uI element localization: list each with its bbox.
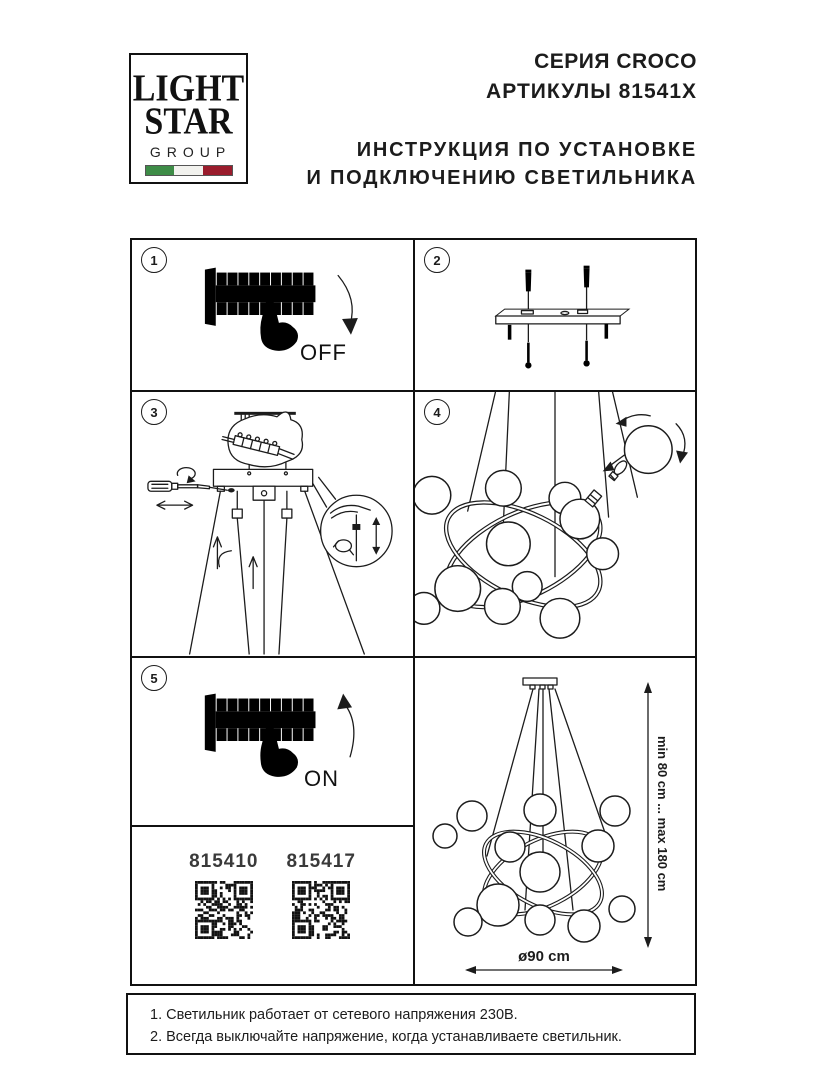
instruction-steps-grid [130,238,697,986]
diameter-label: ø90 cm [518,948,570,965]
mounting-bracket-diagram [415,240,695,390]
threaded-stud-icon [508,325,512,340]
articles-title: АРТИКУЛЫ 81541X [486,80,697,103]
article-code: 815417 [286,851,356,872]
series-title: СЕРИЯ CROCO [534,50,697,73]
notes-box [126,993,696,1055]
left-right-arrow-icon [157,501,193,509]
lightstar-logo [129,53,248,184]
logo-word-star: STAR [144,100,233,143]
article-item [287,851,356,939]
step-4-bulbs-globes-panel [415,392,695,658]
step-number-badge: 2 [424,247,450,273]
qr-code-icon [195,881,253,939]
instruction-title-line2: И ПОДКЛЮЧЕНИЮ СВЕТИЛЬНИКА [306,167,697,189]
globe-installation-diagram [415,392,695,656]
article-item [189,851,258,939]
qr-code-icon [292,881,350,939]
step-number-badge: 5 [141,665,167,691]
chandelier-dimensions-diagram [415,658,695,984]
cable-stopper [232,509,242,518]
step-5-power-on-panel [132,658,415,827]
flag-white-stripe [174,166,203,175]
threaded-stud-icon [605,324,609,339]
up-arrow-icon [213,537,221,569]
step-number-badge: 1 [141,247,167,273]
wall-anchor-icon [525,264,531,292]
note-line-2: 2. Всегда выключайте напряжение, когда устанавливаете светильник. [150,1029,622,1045]
fixture-dimensions-panel [415,658,695,984]
instruction-title [306,136,697,192]
step-3-canopy-wiring-panel [132,392,415,658]
on-label: ON [304,766,339,791]
side-screw-icon [228,488,235,492]
logo-word-light: LIGHT [132,67,245,110]
loose-globe [624,426,672,474]
step-number-badge: 4 [424,399,450,425]
canopy-wiring-diagram [132,392,413,656]
wall-anchor-icon [584,260,590,288]
rotate-arrow-icon [177,468,195,484]
instruction-title-line1: ИНСТРУКЦИЯ ПО УСТАНОВКЕ [356,139,697,161]
article-qr-codes-panel [132,827,415,984]
height-range-label: min 80 cm ... max 180 cm [655,736,670,892]
article-code: 815410 [189,851,259,872]
rotate-arrow-icon [616,415,651,427]
cable-adjust-detail-circle [321,495,392,566]
step-2-mounting-bracket-panel [415,240,695,392]
logo-word-group: GROUP [149,144,232,160]
note-line-1: 1. Светильник работает от сетевого напряжения 230В. [150,1007,518,1023]
off-label: OFF [300,340,347,365]
italian-flag-bar [145,165,233,176]
step-1-power-off-panel [132,240,415,392]
curved-arrow-up-icon [337,694,354,757]
breaker-on-diagram [132,658,413,825]
diameter-dimension-arrow [465,966,623,974]
height-dimension-arrow [644,682,652,948]
rotate-arrow-icon [676,424,688,464]
screw-icon [583,341,589,367]
cable-stopper [282,509,292,518]
screw-icon [525,343,531,369]
flag-green-stripe [146,166,175,175]
step-number-badge: 3 [141,399,167,425]
curl-arrow-icon [219,551,232,567]
curved-arrow-down-icon [338,276,358,335]
flag-red-stripe [203,166,232,175]
breaker-off-diagram [132,240,413,390]
up-arrow-icon [249,557,257,589]
